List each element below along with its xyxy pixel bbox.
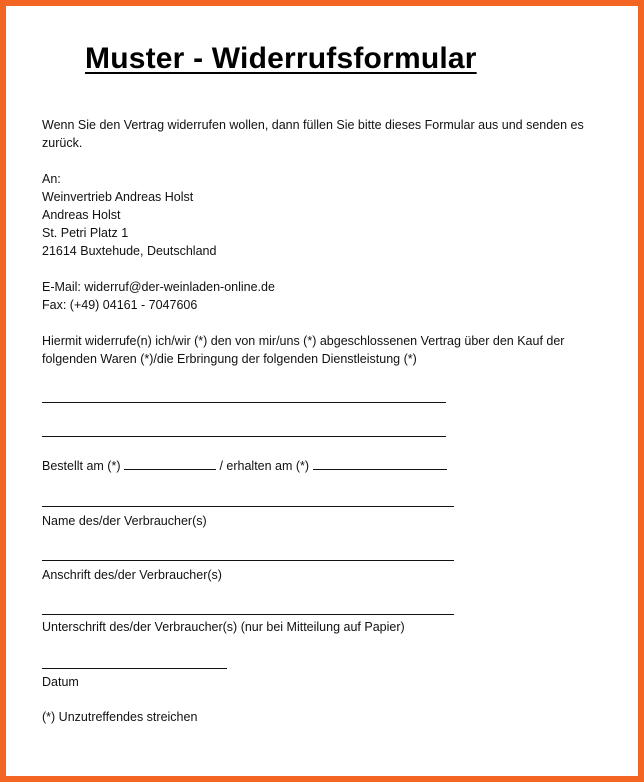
goods-blank-line-1[interactable] [42,402,446,403]
intro-line-2: zurück. [42,136,83,150]
recipient-name: Andreas Holst [42,208,121,222]
consumer-signature-label: Unterschrift des/der Verbraucher(s) (nur bei Mitteilung auf Papier) [42,620,405,634]
declaration-line-1: Hiermit widerrufe(n) ich/wir (*) den von mir/uns (*) abgeschlossenen Vertrag über den Kauf der [42,334,565,348]
consumer-signature-blank[interactable] [42,614,454,615]
date-blank[interactable] [42,668,227,669]
dates-row [42,457,447,475]
intro-line-1: Wenn Sie den Vertrag widerrufen wollen, dann füllen Sie bitte dieses Formular aus und senden es [42,118,584,132]
contact-fax: Fax: (+49) 04161 - 7047606 [42,298,198,312]
recipient-street: St. Petri Platz 1 [42,226,129,240]
document-title: Muster - Widerrufsformular [85,42,477,75]
recipient-city: 21614 Buxtehude, Deutschland [42,244,217,258]
footnote: (*) Unzutreffendes streichen [42,710,198,724]
received-date-blank[interactable] [313,458,447,470]
received-date-label: / erhalten am (*) [219,459,310,473]
ordered-date-label: Bestellt am (*) [42,459,121,473]
declaration-line-2: folgenden Waren (*)/die Erbringung der folgenden Dienstleistung (*) [42,352,417,366]
recipient-company: Weinvertrieb Andreas Holst [42,190,194,204]
consumer-name-blank[interactable] [42,506,454,507]
date-label: Datum [42,675,79,689]
consumer-name-label: Name des/der Verbraucher(s) [42,514,207,528]
consumer-address-blank[interactable] [42,560,454,561]
contact-email: E-Mail: widerruf@der-weinladen-online.de [42,280,275,294]
goods-blank-line-2[interactable] [42,436,446,437]
consumer-address-label: Anschrift des/der Verbraucher(s) [42,568,222,582]
ordered-date-blank[interactable] [124,458,216,470]
recipient-label: An: [42,172,61,186]
